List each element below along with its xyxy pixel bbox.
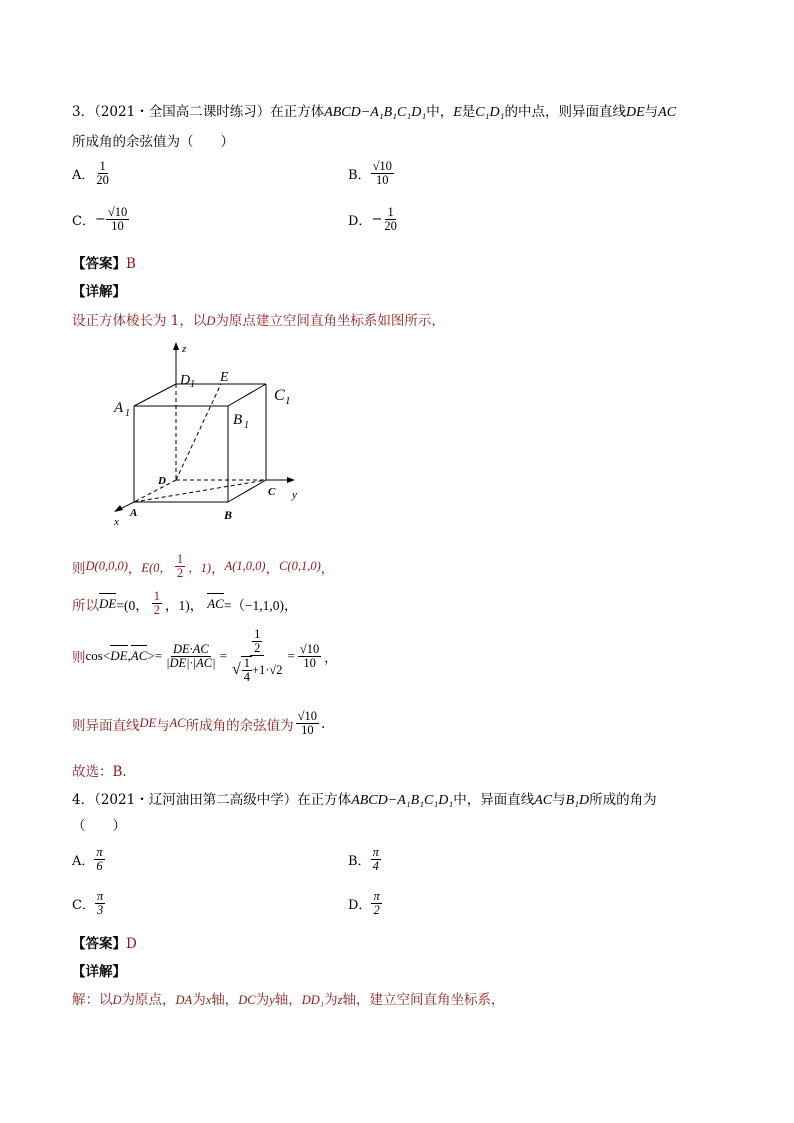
label-a1: A [114, 400, 124, 416]
solution-text: 解：以 [72, 992, 113, 1008]
q4-ac: AC [534, 793, 553, 808]
label-b1: B [233, 412, 243, 428]
cos-mid-fraction [230, 628, 285, 685]
coord-e-fraction [175, 553, 185, 580]
setup-origin: D [206, 314, 216, 328]
cos-vec-ac-text: AC [130, 648, 148, 664]
q3-stem-line1 [72, 100, 676, 121]
vector-ac-text: AC [207, 595, 224, 611]
solution-text: 轴，建立空间直角坐标系， [342, 992, 505, 1008]
cos-mid-denominator [230, 656, 285, 684]
equals: = [219, 648, 227, 664]
fraction [371, 160, 394, 187]
vector-de-fraction [152, 590, 162, 617]
vector-de-text: DE [99, 595, 117, 611]
quarter-fraction [241, 656, 252, 684]
axis-x-label: x [114, 516, 119, 528]
setup-text: 为原点建立空间直角坐标系如图所示， [215, 313, 445, 329]
label-c1: C [274, 387, 285, 404]
q3-point-e: E [453, 105, 462, 120]
cos-vec-ac [131, 648, 148, 664]
solution-var: DD₁ [301, 993, 325, 1007]
q3-setup [72, 309, 445, 329]
q3-stem-text: 是 [461, 104, 476, 120]
q4-answer [72, 932, 137, 952]
numerator: 1 [387, 205, 394, 219]
coord-d: D(0,0,0) [85, 559, 128, 574]
option-label: A． [72, 854, 95, 870]
denominator: 10 [111, 219, 124, 234]
conclusion-de: DE [139, 716, 157, 731]
fraction [382, 206, 399, 233]
conclusion-text: 与 [156, 717, 170, 734]
denominator: 2 [153, 603, 160, 618]
fraction [371, 890, 381, 917]
vector-de-end: ，1)， [164, 597, 204, 613]
dot: · [189, 641, 193, 656]
q3-stem-text: 与 [644, 104, 659, 120]
solution-text: 轴， [274, 992, 302, 1008]
solution-text: 为 [324, 992, 338, 1008]
num-de: DE [172, 641, 190, 656]
label-a: A [130, 507, 138, 519]
solution-var: D [112, 993, 122, 1007]
conclusion-fraction [296, 710, 319, 737]
q4-cube: ABCD−A₁B₁C₁D₁ [351, 793, 454, 808]
label-c: C [268, 486, 276, 498]
half-fraction [252, 628, 262, 655]
answer-label: 【答案】 [72, 256, 126, 272]
numerator: π [96, 889, 104, 903]
numerator: 1 [99, 159, 106, 173]
plus-term: +1·√2 [251, 662, 283, 677]
vector-de-value: =(0， [116, 597, 149, 613]
fraction [95, 890, 105, 917]
q3-source: （2021・全国高二课时练习） [94, 104, 271, 120]
q4-stem-line1 [72, 788, 657, 809]
setup-text: 设正方体棱长为 1，以 [72, 313, 207, 329]
numerator: π [373, 889, 380, 903]
option-label: D． [348, 214, 372, 230]
denominator: 20 [384, 219, 397, 234]
numerator: 1 [153, 589, 160, 603]
vectors-prefix: 所以 [72, 597, 99, 614]
denominator: 4 [372, 859, 379, 874]
vector-arrow-bar [99, 593, 116, 594]
q4-number: 4． [72, 792, 95, 808]
vector-arrow-bar [131, 645, 148, 646]
separator: ， [127, 560, 142, 577]
q3-stem-text: 的中点，则异面直线 [504, 104, 626, 120]
solution-text: 为 [192, 992, 206, 1008]
fraction [94, 846, 104, 873]
vector-ac-value: =（−1,1,0)， [223, 597, 298, 613]
vector-arrow-bar [207, 593, 224, 594]
solution-var: DA [175, 993, 193, 1007]
numerator: π [96, 845, 103, 859]
q4-stem-text: 中，异面直线 [453, 792, 535, 808]
q3-choose: 故选：B. [72, 764, 127, 780]
separator: ， [320, 560, 335, 577]
q4-option-b [348, 846, 381, 873]
q3-option-d [348, 206, 399, 233]
comma: , [127, 648, 131, 664]
axis-z-label: z [182, 343, 187, 355]
solution-var: y [269, 993, 275, 1007]
coord-a: A(1,0,0) [224, 559, 266, 574]
q4-option-d [348, 890, 382, 917]
q4-solution [72, 988, 504, 1008]
q4-option-a [72, 846, 105, 873]
option-label: D． [348, 898, 372, 914]
q3-conclusion [72, 710, 325, 737]
q3-cos-formula [72, 628, 337, 685]
cos-vec-de [110, 648, 127, 664]
option-label: C． [72, 898, 95, 914]
q4-option-c [72, 890, 105, 917]
num-ac: AC [192, 641, 209, 656]
solution-var: DC [238, 993, 256, 1007]
numerator: π [372, 845, 379, 859]
cos-result-fraction [298, 643, 321, 670]
vector-de [99, 596, 116, 612]
coord-c: C(0,1,0) [279, 559, 321, 574]
q4-detail-label: 【详解】 [72, 964, 126, 980]
option-label: B． [348, 854, 371, 870]
cos-text: cos [85, 648, 103, 664]
q4-b1d: B₁D [565, 793, 590, 808]
numerator: 1 [243, 656, 250, 671]
label-b: B [224, 508, 233, 522]
q3-number: 3． [72, 104, 95, 120]
angle-open: < [102, 648, 111, 664]
numerator: √10 [372, 159, 392, 173]
q3-option-a [72, 160, 111, 187]
fraction [371, 846, 381, 873]
period: . [321, 715, 326, 732]
conclusion-ac: AC [169, 716, 186, 731]
coord-e-end: ，1) [188, 560, 212, 575]
q3-c1d1: C₁D₁ [475, 105, 505, 120]
cos-mid-numerator [250, 628, 264, 656]
numerator: 1 [176, 552, 184, 566]
cos-prefix: 则 [72, 650, 86, 666]
comma: ， [324, 649, 338, 665]
denominator: 2 [373, 903, 380, 918]
q4-source: （2021・辽河油田第二高级中学） [94, 792, 298, 808]
label-d1-sub: 1 [190, 379, 195, 390]
q3-detail-label: 【详解】 [72, 284, 126, 300]
q4-stem-text: 在正方体 [297, 792, 352, 808]
numerator: 1 [254, 627, 261, 641]
label-d: D [158, 475, 166, 487]
separator: ， [265, 560, 280, 577]
q3-stem-text: 在正方体 [270, 104, 325, 120]
fraction [106, 206, 129, 233]
sqrt-sign: √ [231, 660, 241, 678]
fraction [94, 160, 111, 187]
q3-stem-line2: 所成角的余弦值为（ ） [72, 134, 234, 150]
q4-stem-line2: （ ） [72, 818, 126, 834]
q3-option-b [348, 160, 394, 187]
solution-text: 为 [255, 992, 270, 1008]
cos-big-numerator [171, 643, 211, 657]
option-label: B． [348, 168, 371, 184]
label-e: E [220, 370, 229, 385]
answer-value: D [126, 936, 137, 952]
q3-de: DE [625, 105, 645, 120]
solution-var: x [205, 993, 212, 1007]
coords-prefix: 则 [72, 560, 86, 577]
numerator: √10 [299, 641, 320, 656]
q3-coords [72, 553, 334, 580]
q3-stem-text: 中， [426, 104, 454, 120]
equals: = [287, 648, 295, 664]
option-label: A． [72, 168, 95, 184]
label-d1: D [180, 373, 191, 388]
cos-big-denominator: |DE|·|AC| [166, 655, 216, 670]
minus-sign: − [94, 212, 106, 228]
denominator: 3 [96, 903, 104, 918]
q3-ac: AC [658, 105, 677, 120]
conclusion-text: 所成角的余弦值为 [185, 717, 294, 734]
vector-ac [207, 596, 224, 612]
q3-answer [72, 252, 136, 272]
angle-close-equals: >= [147, 648, 163, 664]
numerator: √10 [107, 205, 128, 219]
answer-label: 【答案】 [72, 936, 126, 952]
cos-vec-de-text: DE [110, 648, 128, 664]
minus-sign: − [371, 212, 383, 228]
coord-e: E(0， [141, 560, 172, 575]
q4-stem-text: 与 [552, 792, 566, 808]
cos-big-fraction [164, 643, 218, 670]
cube-figure [100, 338, 320, 533]
solution-text: 轴， [211, 992, 239, 1008]
denominator: 4 [243, 670, 250, 685]
denominator: 10 [303, 655, 316, 670]
denominator: 10 [376, 173, 389, 188]
denominator: 20 [96, 173, 109, 188]
denominator: 6 [96, 859, 103, 874]
vector-arrow-bar [110, 645, 127, 646]
label-c1-sub: 1 [285, 395, 291, 407]
option-label: C． [72, 214, 95, 230]
denominator: 2 [254, 641, 261, 656]
q4-stem-text: 所成的角为 [589, 792, 657, 808]
answer-value: B [126, 256, 136, 272]
label-a1-sub: 1 [125, 408, 130, 419]
axis-y-label: y [292, 489, 297, 501]
q3-option-c [72, 206, 129, 233]
solution-var: z [337, 993, 343, 1007]
solution-text: 为原点， [121, 992, 176, 1008]
numerator: √10 [297, 709, 318, 723]
q3-vectors [72, 590, 298, 617]
denominator: 10 [301, 723, 314, 738]
conclusion-text: 则异面直线 [72, 717, 140, 734]
denominator: 2 [176, 566, 184, 581]
label-b1-sub: 1 [244, 420, 249, 431]
separator: ， [211, 560, 225, 577]
q3-cube: ABCD−A₁B₁C₁D₁ [324, 105, 427, 120]
